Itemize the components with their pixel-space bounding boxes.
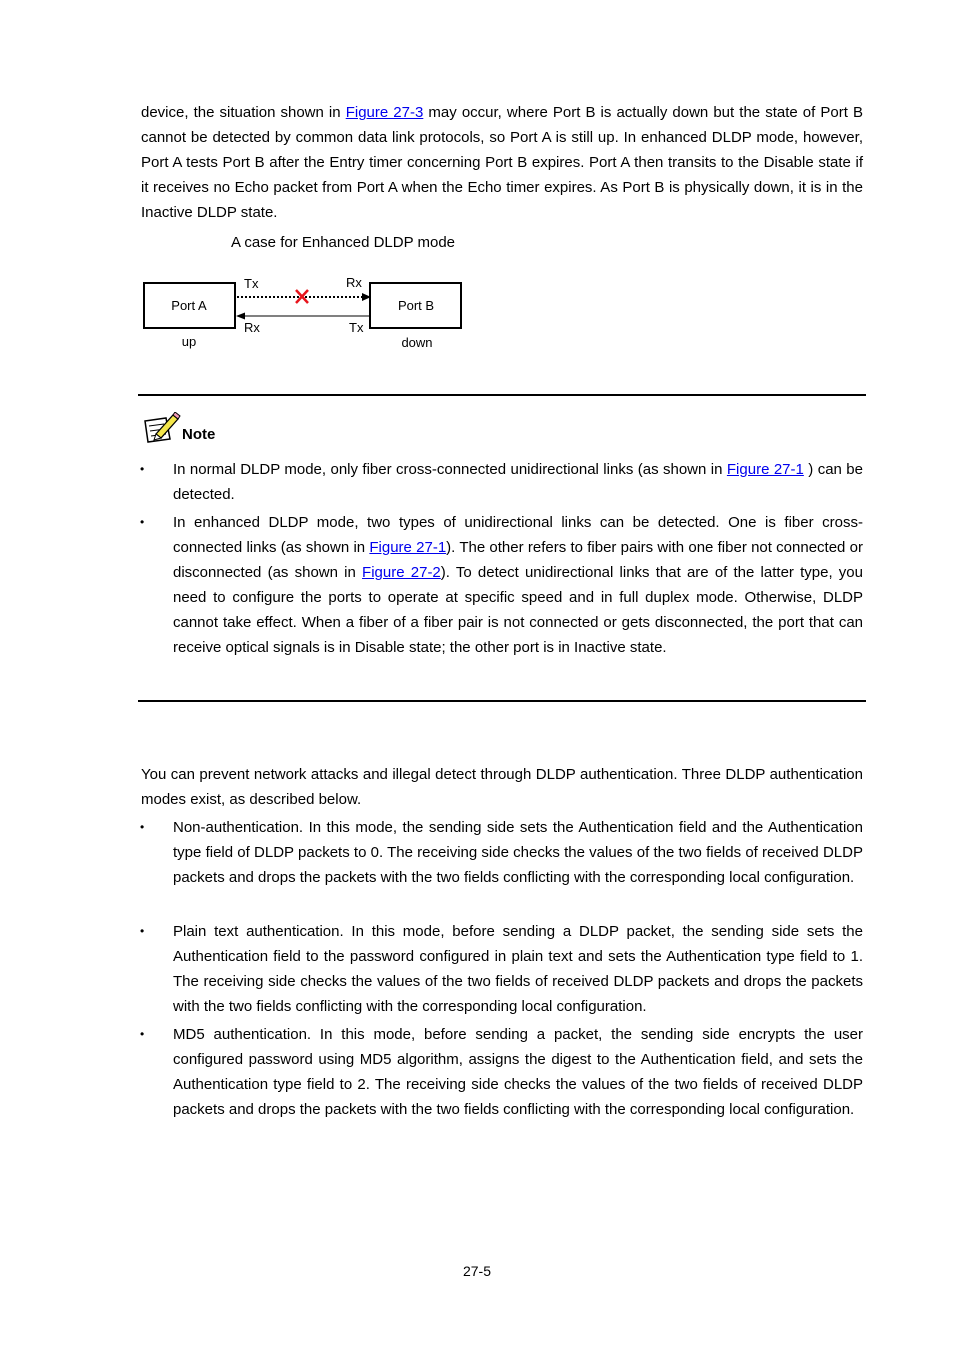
note-top-rule	[138, 394, 866, 396]
tx-bottom-label: Tx	[349, 320, 364, 335]
dldp-diagram	[130, 268, 480, 358]
figure-27-1-link-2[interactable]: Figure 27-1	[369, 539, 447, 556]
port-a-state: up	[181, 334, 197, 349]
figure-27-2-link[interactable]: Figure 27-2	[362, 564, 441, 581]
note-item-1-text-end: ) can be detected.	[173, 461, 863, 503]
tx-top-label: Tx	[244, 276, 259, 291]
note-item-2-text-end: ). To detect unidirectional links that are of the latter type, you need to configure the ports to operate at specific speed and in full duplex mode. Otherwise, DLDP cannot take effect. When a fiber of a fiber pair is not connected or gets disconnected, the port that can receive optical signals is in Disable state; the other port is in Inactive state.	[173, 564, 863, 656]
auth-bullet-1: •	[140, 820, 145, 834]
page-number: 27-5	[462, 1263, 492, 1279]
auth-item-md5: MD5 authentication. In this mode, before sending a packet, the sending side encrypts the user configured password using MD5 algorithm, assigns the digest to the Authentication field, and sets the Authentication type field to 2. The receiving side checks the values of the two fields of received DLDP packets and drops the packets with the two fields conflicting with the corresponding local configuration.	[173, 1026, 863, 1118]
port-b-label: Port B	[397, 298, 435, 313]
note-item-1	[173, 457, 863, 507]
note-item-2-text-start: In enhanced DLDP mode, two types of unidirectional links can be detected. One is fiber cross-connected links (as shown in	[173, 514, 863, 556]
lower-arrow-head	[236, 313, 245, 320]
note-label: Note	[182, 426, 216, 443]
port-a-label: Port A	[171, 298, 207, 313]
figure-27-3-link[interactable]: Figure 27-3	[345, 104, 424, 121]
auth-bullet-2: •	[140, 924, 145, 938]
intro-text-start: device, the situation shown in	[141, 104, 346, 121]
note-item-1-text-start: In normal DLDP mode, only fiber cross-connected unidirectional links (as shown in	[173, 461, 727, 478]
note-item-2	[173, 510, 863, 660]
port-b-state: down	[401, 335, 433, 350]
auth-bullet-3: •	[140, 1027, 145, 1041]
figure-27-1-link[interactable]: Figure 27-1	[726, 461, 804, 478]
intro-text-end: may occur, where Port B is actually down but the state of Port B cannot be detected by common data link protocols, so Port A is still up. In enhanced DLDP mode, however, Port A tests Port B after the Entry timer concerning Port B expires. Port A then transits to the Disable state if it receives no Echo packet from Port A when the Echo timer expires. As Port B is physically down, it is in the Inactive DLDP state.	[141, 104, 863, 221]
figure-caption: A case for Enhanced DLDP mode	[231, 234, 456, 251]
note-pencil-icon	[142, 412, 182, 446]
note-bullet-2: •	[140, 515, 145, 529]
note-bottom-rule	[138, 700, 866, 702]
rx-top-label: Rx	[346, 275, 362, 290]
rx-bottom-label: Rx	[244, 320, 260, 335]
note-bullet-1: •	[140, 462, 145, 476]
auth-item-plain-text: Plain text authentication. In this mode, before sending a DLDP packet, the sending side sets the Authentication field to the password configured in plain text and sets the Authentication type field to 1. The receiving side checks the values of the two fields of received DLDP packets and drops the packets with the two fields conflicting with the corresponding local configuration.	[173, 923, 863, 1015]
intro-paragraph	[141, 100, 863, 225]
auth-item-non-authentication: Non-authentication. In this mode, the sending side sets the Authentication field and the Authentication type field of DLDP packets to 0. The receiving side checks the values of the two fields of received DLDP packets and drops the packets with the two fields conflicting with the corresponding local configuration.	[173, 819, 863, 886]
note-item-2-text-mid: ). The other refers to fiber pairs with one fiber not connected or disconnected (as shown in	[173, 539, 863, 581]
auth-intro-paragraph: You can prevent network attacks and illegal detect through DLDP authentication. Three DLDP authentication modes exist, as described below.	[141, 766, 863, 808]
